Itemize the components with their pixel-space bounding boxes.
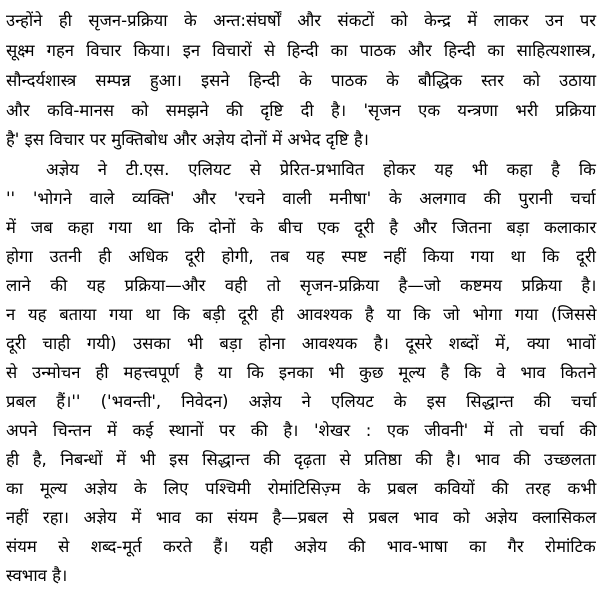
text-line: ही है, निबन्धों में भी इस सिद्धान्त की दृढ़ता से प्रतिष्ठा की है। भाव की उच्छलता (6, 450, 596, 469)
text-line: और कवि-मानस को समझने की दृष्टि दी है। 'सृजन एक यन्त्रणा भरी प्रक्रिया (6, 101, 596, 120)
text-line: होगा उतनी ही अधिक दूरी होगी, तब यह स्पष्ट नहीं किया गया था कि दूरी (6, 247, 596, 266)
text-line: उन्होंने ही सृजन-प्रक्रिया के अन्त:संघर्षों और संकटों को केन्द्र में लाकर उन पर (6, 11, 597, 30)
text-line: '' 'भोगने वाले व्यक्ति' और 'रचने वाली मनीषा' के अलगाव की पुरानी चर्चा (6, 189, 596, 208)
text-line: प्रबल हैं।'' ('भवन्ती', निवेदन) अज्ञेय ने एलियट के इस सिद्धान्त की चर्चा (6, 392, 597, 411)
text-line: स्वभाव है। (6, 566, 68, 585)
text-line: से उन्मोचन ही महत्त्वपूर्ण है या कि इनका भी कुछ मूल्य है कि वे भाव कितने (6, 363, 597, 382)
document-page (6, 0, 596, 594)
text-line: लाने की यह प्रक्रिया—और वही तो सृजन-प्रक्रिया है—जो कष्टमय प्रक्रिया है। (6, 276, 597, 295)
text-line: नहीं रहा। अज्ञेय में भाव का संयम है—प्रबल से प्रबल भाव को अज्ञेय क्लासिकल (6, 508, 597, 527)
text-line: दूरी चाही गयी) उसका भी बड़ा होना आवश्यक है। दूसरे शब्दों में, क्या भावों (6, 334, 596, 353)
text-line: का मूल्य अज्ञेय के लिए पश्चिमी रोमांटिसिज़्म के प्रबल कवियों की तरह कभी (6, 479, 597, 498)
paragraph-first-line: अज्ञेय ने टी.एस. एलियट से प्रेरित-प्रभावित होकर यह भी कहा है कि (46, 160, 596, 179)
text-line: है' इस विचार पर मुक्तिबोध और अज्ञेय दोनों में अभेद दृष्टि है। (6, 130, 369, 149)
text-line: सौन्दर्यशास्त्र सम्पन्न हुआ। इसने हिन्दी के पाठक के बौद्धिक स्तर को उठाया (6, 71, 597, 90)
text-line: में जब कहा गया था कि दोनों के बीच एक दूरी है और जितना बड़ा कलाकार (6, 218, 597, 237)
text-line: सूक्ष्म गहन विचार किया। इन विचारों से हिन्दी का पाठक और हिन्दी का साहित्यशास्त्र, (6, 41, 597, 60)
text-line: अपने चिन्तन में कई स्थानों पर की है। 'शेखर : एक जीवनी' में तो चर्चा की (6, 421, 597, 440)
text-line: न यह बताया गया था कि बड़ी दूरी ही आवश्यक है या कि जो भोगा गया (जिससे (6, 305, 597, 324)
text-line: संयम से शब्द-मूर्त करते हैं। यही अज्ञेय की भाव-भाषा का गैर रोमांटिक (6, 537, 596, 556)
